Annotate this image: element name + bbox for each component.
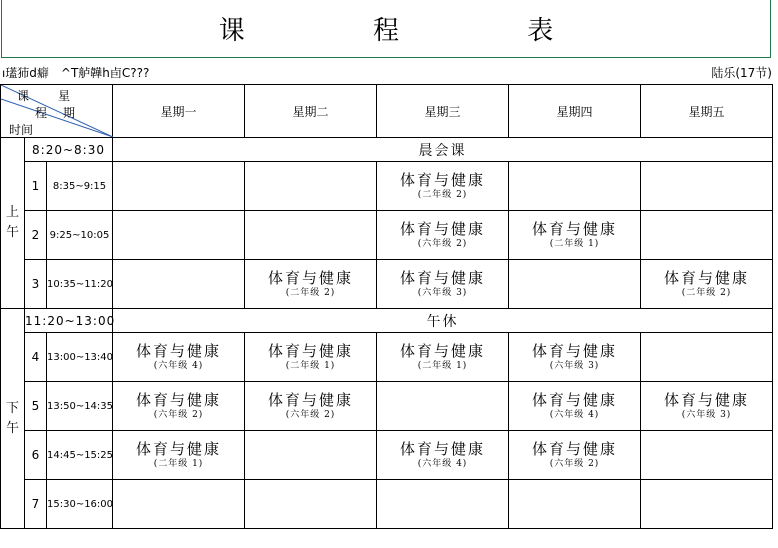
- course-name: 体育与健康: [400, 269, 486, 287]
- course-grade: (二年级 2): [417, 190, 468, 200]
- schedule-cell: [509, 382, 641, 431]
- section-label-pm: [1, 309, 25, 529]
- header-left-text: ו瓂犻d癖 ^T舻韡h卣C???: [2, 66, 150, 80]
- course-grade: (六年级 2): [549, 459, 600, 469]
- course-name: 体育与健康: [664, 391, 750, 409]
- period-number: 5: [25, 382, 47, 431]
- special-label: 晨会课: [113, 138, 773, 162]
- period-row: [1, 480, 773, 529]
- period-time: 14:45~15:25: [47, 431, 113, 480]
- course-grade: (二年级 1): [549, 239, 600, 249]
- course-grade: (二年级 1): [153, 459, 204, 469]
- schedule-cell: [113, 431, 245, 480]
- period-time: 15:30~16:00: [47, 480, 113, 529]
- course-name: 体育与健康: [400, 220, 486, 238]
- course-name: 体育与健康: [136, 440, 222, 458]
- corner-ke: 课: [17, 89, 30, 103]
- schedule-cell: [113, 382, 245, 431]
- course-name: 体育与健康: [532, 440, 618, 458]
- period-number: 4: [25, 333, 47, 382]
- teacher-name: 陆乐(17节): [711, 66, 772, 80]
- schedule-cell: [377, 480, 509, 529]
- special-row: [1, 138, 773, 162]
- period-row: [1, 431, 773, 480]
- special-row: [1, 309, 773, 333]
- schedule-cell: [245, 480, 377, 529]
- special-time: 11:20~13:00: [25, 309, 113, 333]
- course-grade: (六年级 3): [417, 288, 468, 298]
- schedule-cell: [641, 382, 773, 431]
- period-number: 1: [25, 162, 47, 211]
- course-grade: (六年级 4): [549, 410, 600, 420]
- course-grade: (二年级 2): [681, 288, 732, 298]
- section-text: 上 午: [5, 205, 19, 240]
- course-name: 体育与健康: [532, 342, 618, 360]
- period-number: 2: [25, 211, 47, 260]
- schedule-cell: [245, 431, 377, 480]
- special-time: 8:20~8:30: [25, 138, 113, 162]
- day-header: 星期一: [113, 85, 245, 138]
- period-row: [1, 333, 773, 382]
- header-row: [1, 85, 773, 138]
- schedule-cell: [377, 333, 509, 382]
- course-name: 体育与健康: [400, 342, 486, 360]
- day-header: 星期四: [509, 85, 641, 138]
- course-name: 体育与健康: [532, 220, 618, 238]
- schedule-cell: [113, 211, 245, 260]
- schedule-cell: [113, 333, 245, 382]
- schedule-cell: [245, 162, 377, 211]
- course-grade: (六年级 3): [681, 410, 732, 420]
- schedule-cell: [641, 260, 773, 309]
- schedule-cell: [377, 162, 509, 211]
- schedule-cell: [509, 480, 641, 529]
- period-row: [1, 382, 773, 431]
- schedule-cell: [113, 260, 245, 309]
- period-time: 8:35~9:15: [47, 162, 113, 211]
- schedule-cell: [245, 211, 377, 260]
- course-grade: (六年级 4): [153, 361, 204, 371]
- schedule-cell: [509, 211, 641, 260]
- period-row: [1, 162, 773, 211]
- corner-cheng: 程: [35, 106, 48, 120]
- day-header: 星期五: [641, 85, 773, 138]
- corner-qi: 期: [63, 106, 76, 120]
- schedule-table: [0, 84, 773, 529]
- course-name: 体育与健康: [136, 391, 222, 409]
- period-time: 9:25~10:05: [47, 211, 113, 260]
- schedule-cell: [113, 480, 245, 529]
- course-grade: (二年级 1): [417, 361, 468, 371]
- period-time: 13:50~14:35: [47, 382, 113, 431]
- section-label-am: [1, 138, 25, 309]
- schedule-cell: [509, 260, 641, 309]
- period-number: 3: [25, 260, 47, 309]
- period-row: [1, 260, 773, 309]
- corner-cell: [1, 85, 113, 138]
- course-name: 体育与健康: [268, 269, 354, 287]
- schedule-cell: [245, 333, 377, 382]
- course-grade: (六年级 2): [417, 239, 468, 249]
- title-box: [1, 0, 771, 58]
- schedule-cell: [377, 211, 509, 260]
- section-text: 下 午: [5, 400, 19, 436]
- course-grade: (六年级 2): [285, 410, 336, 420]
- course-grade: (六年级 3): [549, 361, 600, 371]
- schedule-cell: [377, 260, 509, 309]
- course-name: 体育与健康: [268, 391, 354, 409]
- schedule-cell: [641, 162, 773, 211]
- schedule-cell: [641, 211, 773, 260]
- course-grade: (六年级 4): [417, 459, 468, 469]
- schedule-cell: [641, 480, 773, 529]
- schedule-cell: [245, 382, 377, 431]
- course-grade: (六年级 2): [153, 410, 204, 420]
- course-name: 体育与健康: [532, 391, 618, 409]
- period-row: [1, 211, 773, 260]
- day-header: 星期三: [377, 85, 509, 138]
- schedule-cell: [377, 382, 509, 431]
- course-name: 体育与健康: [268, 342, 354, 360]
- course-name: 体育与健康: [400, 440, 486, 458]
- course-name: 体育与健康: [136, 342, 222, 360]
- schedule-cell: [641, 431, 773, 480]
- corner-shijian: 时间: [9, 123, 34, 137]
- schedule-cell: [377, 431, 509, 480]
- course-name: 体育与健康: [400, 171, 486, 189]
- schedule-cell: [509, 431, 641, 480]
- schedule-cell: [509, 162, 641, 211]
- corner-xing: 星: [58, 89, 71, 103]
- day-header: 星期二: [245, 85, 377, 138]
- schedule-cell: [641, 333, 773, 382]
- schedule-cell: [509, 333, 641, 382]
- page-title: 课 程 表: [218, 16, 614, 46]
- special-label: 午休: [113, 309, 773, 333]
- course-grade: (二年级 1): [285, 361, 336, 371]
- period-number: 7: [25, 480, 47, 529]
- period-number: 6: [25, 431, 47, 480]
- course-name: 体育与健康: [664, 269, 750, 287]
- schedule-cell: [113, 162, 245, 211]
- course-grade: (二年级 2): [285, 288, 336, 298]
- period-time: 10:35~11:20: [47, 260, 113, 309]
- period-time: 13:00~13:40: [47, 333, 113, 382]
- schedule-cell: [245, 260, 377, 309]
